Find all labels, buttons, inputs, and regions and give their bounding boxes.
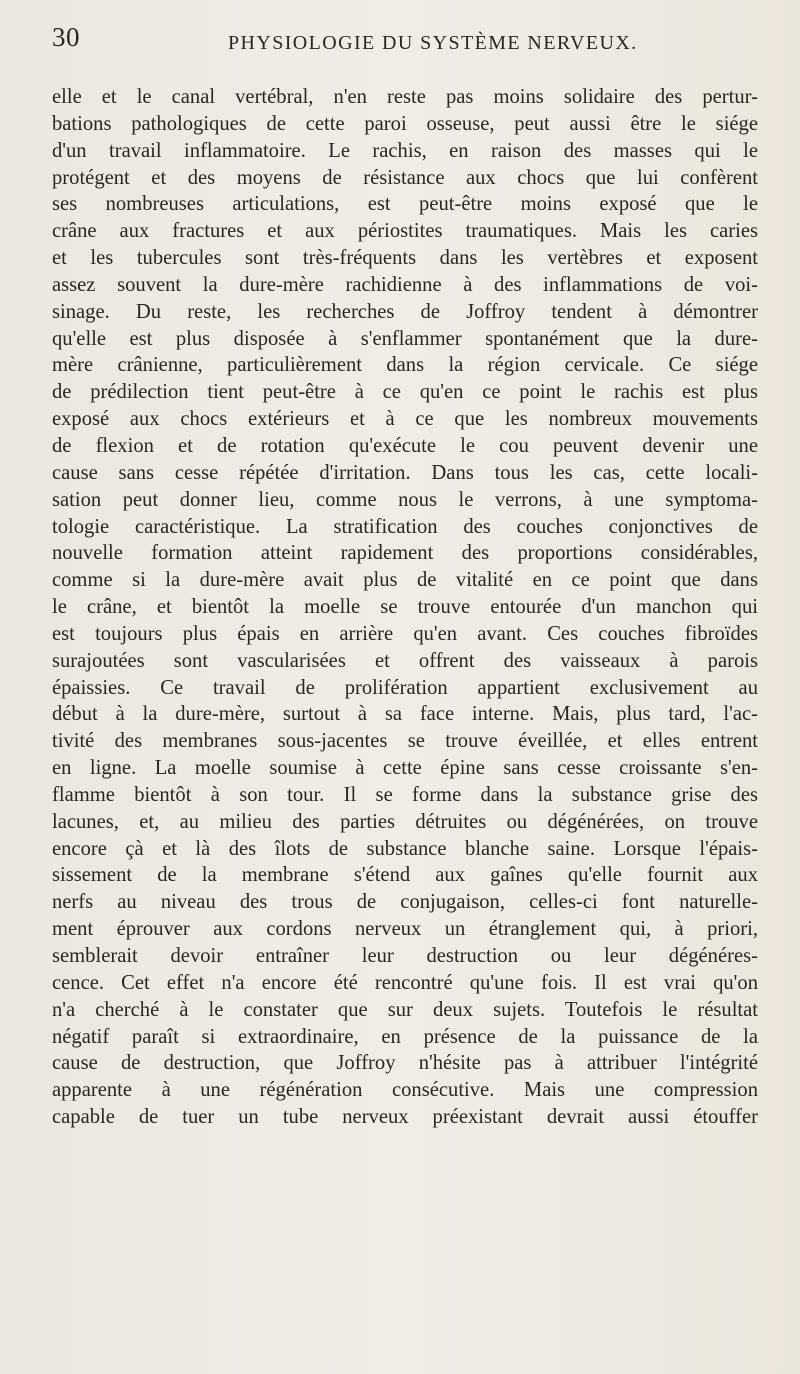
text-line: le crâne, et bientôt la moelle se trouve entourée d'un manchon qui bbox=[52, 596, 758, 619]
text-line: mère crânienne, particulièrement dans la région cervicale. Ce siége bbox=[52, 354, 758, 377]
text-line: surajoutées sont vascularisées et offrent des vaisseaux à parois bbox=[52, 649, 758, 672]
text-line: de prédilection tient peut-être à ce qu'en ce point le rachis est plus bbox=[52, 381, 758, 404]
text-line: cence. Cet effet n'a encore été rencontré qu'une fois. Il est vrai qu'on bbox=[52, 971, 758, 994]
text-line: cause sans cesse répétée d'irritation. Dans tous les cas, cette locali- bbox=[52, 461, 758, 484]
running-title: PHYSIOLOGIE DU SYSTÈME NERVEUX. bbox=[228, 32, 638, 54]
text-line: exposé aux chocs extérieurs et à ce que les nombreux mouvements bbox=[52, 408, 758, 431]
text-line: tologie caractéristique. La stratification des couches conjonctives de bbox=[52, 515, 758, 538]
text-line: cause de destruction, que Joffroy n'hésite pas à attribuer l'intégrité bbox=[52, 1052, 758, 1075]
text-line: nouvelle formation atteint rapidement des proportions considérables, bbox=[52, 542, 758, 565]
text-line: sinage. Du reste, les recherches de Joffroy tendent à démontrer bbox=[52, 300, 758, 323]
text-line: comme si la dure-mère avait plus de vitalité en ce point que dans bbox=[52, 569, 758, 592]
text-line: crâne aux fractures et aux périostites traumatiques. Mais les caries bbox=[52, 220, 758, 243]
text-line: ment éprouver aux cordons nerveux un étranglement qui, à priori, bbox=[52, 918, 758, 941]
text-line: et les tubercules sont très-fréquents dans les vertèbres et exposent bbox=[52, 247, 758, 270]
text-line: nerfs au niveau des trous de conjugaison, celles-ci font naturelle- bbox=[52, 891, 758, 914]
text-line: n'a cherché à le constater que sur deux sujets. Toutefois le résultat bbox=[52, 998, 758, 1021]
text-line: ses nombreuses articulations, est peut-être moins exposé que le bbox=[52, 193, 758, 216]
text-line: épaissies. Ce travail de prolifération appartient exclusivement au bbox=[52, 676, 758, 699]
text-line: sation peut donner lieu, comme nous le verrons, à une symptoma- bbox=[52, 488, 758, 511]
page-number: 30 bbox=[52, 22, 80, 52]
text-line: lacunes, et, au milieu des parties détruites ou dégénérées, on trouve bbox=[52, 810, 758, 833]
text-line: d'un travail inflammatoire. Le rachis, en raison des masses qui le bbox=[52, 139, 758, 162]
text-line: début à la dure-mère, surtout à sa face interne. Mais, plus tard, l'ac- bbox=[52, 703, 758, 726]
text-line: en ligne. La moelle soumise à cette épine sans cesse croissante s'en- bbox=[52, 757, 758, 780]
text-line: de flexion et de rotation qu'exécute le cou peuvent devenir une bbox=[52, 434, 758, 457]
text-line: encore çà et là des îlots de substance blanche saine. Lorsque l'épais- bbox=[52, 837, 758, 860]
text-line: négatif paraît si extraordinaire, en présence de la puissance de la bbox=[52, 1025, 758, 1048]
text-line: semblerait devoir entraîner leur destruction ou leur dégénéres- bbox=[52, 945, 758, 967]
text-line: sissement de la membrane s'étend aux gaînes qu'elle fournit aux bbox=[52, 864, 758, 887]
body-paragraph bbox=[52, 84, 758, 1131]
text-line: qu'elle est plus disposée à s'enflammer spontanément que la dure- bbox=[52, 327, 758, 350]
text-line: tivité des membranes sous-jacentes se trouve éveillée, et elles entrent bbox=[52, 730, 758, 753]
page-header bbox=[52, 22, 752, 62]
text-line: elle et le canal vertébral, n'en reste pas moins solidaire des pertur- bbox=[52, 86, 758, 108]
text-line: apparente à une régénération consécutive. Mais une compression bbox=[52, 1079, 758, 1102]
text-line: bations pathologiques de cette paroi osseuse, peut aussi être le siége bbox=[52, 112, 758, 135]
text-line: assez souvent la dure-mère rachidienne à des inflammations de voi- bbox=[52, 273, 758, 296]
text-line: est toujours plus épais en arrière qu'en avant. Ces couches fibroïdes bbox=[52, 622, 758, 645]
text-line: flamme bientôt à son tour. Il se forme dans la substance grise des bbox=[52, 783, 758, 806]
text-line: capable de tuer un tube nerveux préexistant devrait aussi étouffer bbox=[52, 1106, 758, 1129]
text-line: protégent et des moyens de résistance aux chocs que lui confèrent bbox=[52, 166, 758, 189]
